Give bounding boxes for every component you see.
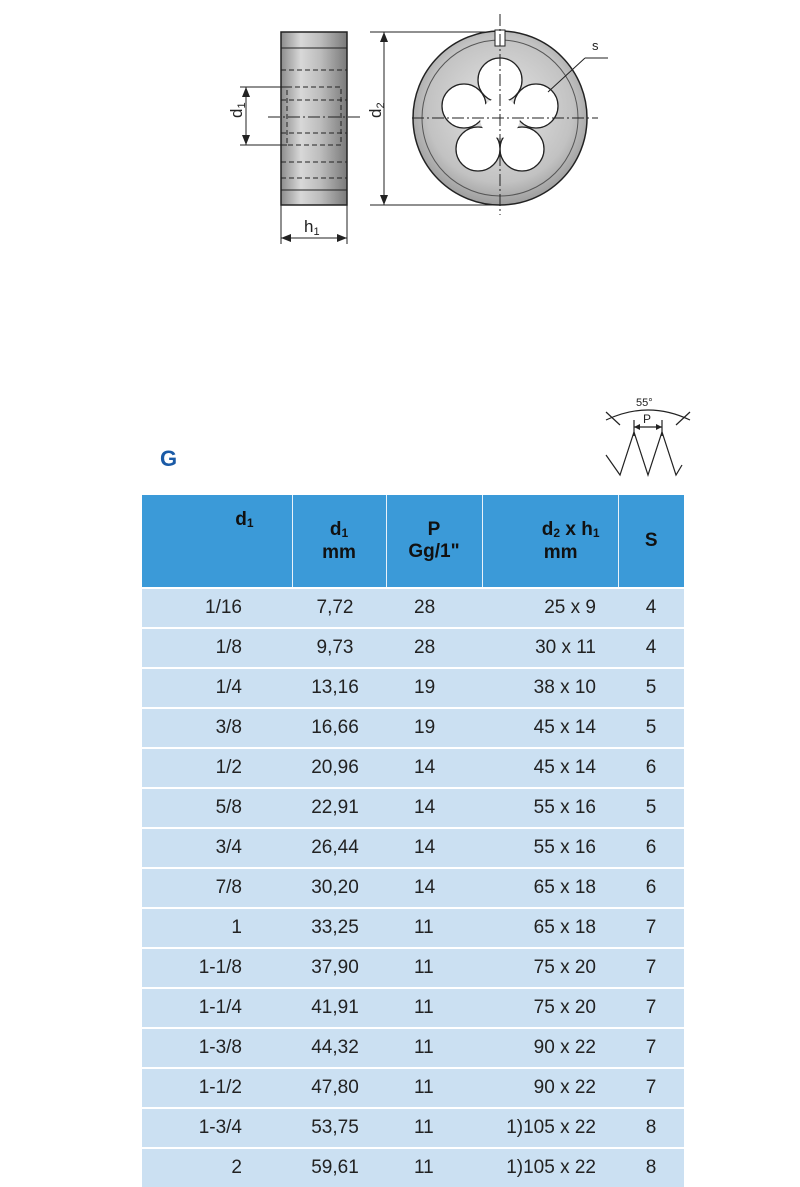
header-d1-mm: $d_1$ mm: [292, 495, 386, 588]
d1-mm-cell: 33,25: [292, 908, 386, 948]
d1-mm-cell: 47,80: [292, 1068, 386, 1108]
thread-profile-icon: [0, 0, 800, 490]
d1-mm-cell: 53,75: [292, 1108, 386, 1148]
d1-inch-cell: 1: [142, 908, 292, 948]
table-row: [142, 1028, 684, 1068]
d2-dimension-label: d2: [366, 102, 387, 118]
s-cell: 6: [618, 748, 684, 788]
pitch-cell: 11: [386, 1068, 482, 1108]
d2-h1-cell: 45 x 14: [482, 708, 618, 748]
pitch-cell: 11: [386, 948, 482, 988]
pitch-cell: 11: [386, 988, 482, 1028]
table-row: [142, 588, 684, 628]
d2-h1-cell: 25 x 9: [482, 588, 618, 628]
pitch-cell: 11: [386, 908, 482, 948]
s-cell: 7: [618, 908, 684, 948]
d1-inch-cell: 5/8: [142, 788, 292, 828]
d1-mm-cell: 7,72: [292, 588, 386, 628]
d1-inch-cell: 7/8: [142, 868, 292, 908]
s-cell: 4: [618, 628, 684, 668]
thread-angle-label: 55°: [636, 397, 653, 409]
d1-inch-cell: 3/8: [142, 708, 292, 748]
d2-h1-cell: 90 x 22: [482, 1068, 618, 1108]
spec-table: [142, 495, 684, 1187]
s-cell: 5: [618, 668, 684, 708]
d2-h1-cell: 30 x 11: [482, 628, 618, 668]
table-header-row: [142, 495, 684, 588]
pitch-cell: 28: [386, 588, 482, 628]
d1-inch-cell: 1-3/8: [142, 1028, 292, 1068]
d1-mm-cell: 22,91: [292, 788, 386, 828]
table-row: [142, 628, 684, 668]
table-row: [142, 948, 684, 988]
table-row: [142, 908, 684, 948]
header-d1-inch: $d_1$: [142, 495, 292, 588]
d1-mm-cell: 26,44: [292, 828, 386, 868]
d1-mm-cell: 9,73: [292, 628, 386, 668]
s-cell: 7: [618, 948, 684, 988]
d1-inch-cell: 1-1/8: [142, 948, 292, 988]
header-d2-h1: $d_2$ x $h_1$ mm: [482, 495, 618, 588]
d1-inch-cell: 1/2: [142, 748, 292, 788]
s-cell: 8: [618, 1148, 684, 1187]
d1-mm-cell: 20,96: [292, 748, 386, 788]
d1-inch-cell: 1-3/4: [142, 1108, 292, 1148]
table-row: [142, 868, 684, 908]
pitch-cell: 14: [386, 748, 482, 788]
d2-h1-cell: 45 x 14: [482, 748, 618, 788]
d2-h1-cell: 38 x 10: [482, 668, 618, 708]
d2-h1-cell: 1)105 x 22: [482, 1108, 618, 1148]
table-row: [142, 828, 684, 868]
d1-mm-cell: 41,91: [292, 988, 386, 1028]
d1-mm-cell: 37,90: [292, 948, 386, 988]
d1-mm-cell: 59,61: [292, 1148, 386, 1187]
d2-h1-cell: 75 x 20: [482, 988, 618, 1028]
d2-h1-cell: 55 x 16: [482, 828, 618, 868]
thread-pitch-label: P: [643, 412, 652, 426]
d1-mm-cell: 16,66: [292, 708, 386, 748]
table-row: [142, 668, 684, 708]
table-row: [142, 1068, 684, 1108]
s-label: s: [592, 38, 599, 53]
pitch-cell: 19: [386, 708, 482, 748]
d2-h1-cell: 75 x 20: [482, 948, 618, 988]
s-cell: 7: [618, 1068, 684, 1108]
pitch-cell: 14: [386, 828, 482, 868]
s-cell: 6: [618, 868, 684, 908]
series-letter: G: [160, 446, 178, 471]
table-body: [142, 588, 684, 1187]
d1-mm-cell: 30,20: [292, 868, 386, 908]
s-cell: 5: [618, 708, 684, 748]
d1-inch-cell: 1/16: [142, 588, 292, 628]
s-cell: 7: [618, 1028, 684, 1068]
s-cell: 4: [618, 588, 684, 628]
d1-mm-cell: 44,32: [292, 1028, 386, 1068]
d2-h1-cell: 65 x 18: [482, 868, 618, 908]
d1-dimension-label: d1: [227, 102, 248, 118]
header-pitch: P Gg/1": [386, 495, 482, 588]
d1-inch-cell: 1-1/4: [142, 988, 292, 1028]
s-cell: 7: [618, 988, 684, 1028]
d2-h1-cell: 55 x 16: [482, 788, 618, 828]
d1-mm-cell: 13,16: [292, 668, 386, 708]
d1-inch-cell: 3/4: [142, 828, 292, 868]
d1-inch-cell: 1/8: [142, 628, 292, 668]
d2-h1-cell: 65 x 18: [482, 908, 618, 948]
pitch-cell: 14: [386, 868, 482, 908]
table-row: [142, 1148, 684, 1187]
d2-h1-cell: 90 x 22: [482, 1028, 618, 1068]
pitch-cell: 11: [386, 1148, 482, 1187]
d1-inch-cell: 1-1/2: [142, 1068, 292, 1108]
d1-inch-cell: 2: [142, 1148, 292, 1187]
header-s: S: [618, 495, 684, 588]
s-cell: 5: [618, 788, 684, 828]
s-cell: 8: [618, 1108, 684, 1148]
pitch-cell: 28: [386, 628, 482, 668]
s-cell: 6: [618, 828, 684, 868]
d2-h1-cell: 1)105 x 22: [482, 1148, 618, 1187]
h1-dimension-label: h1: [304, 217, 320, 238]
table-row: [142, 1108, 684, 1148]
pitch-cell: 14: [386, 788, 482, 828]
pitch-cell: 11: [386, 1108, 482, 1148]
pitch-cell: 19: [386, 668, 482, 708]
table-row: [142, 988, 684, 1028]
d1-inch-cell: 1/4: [142, 668, 292, 708]
pitch-cell: 11: [386, 1028, 482, 1068]
table-row: [142, 788, 684, 828]
table-row: [142, 748, 684, 788]
table-row: [142, 708, 684, 748]
